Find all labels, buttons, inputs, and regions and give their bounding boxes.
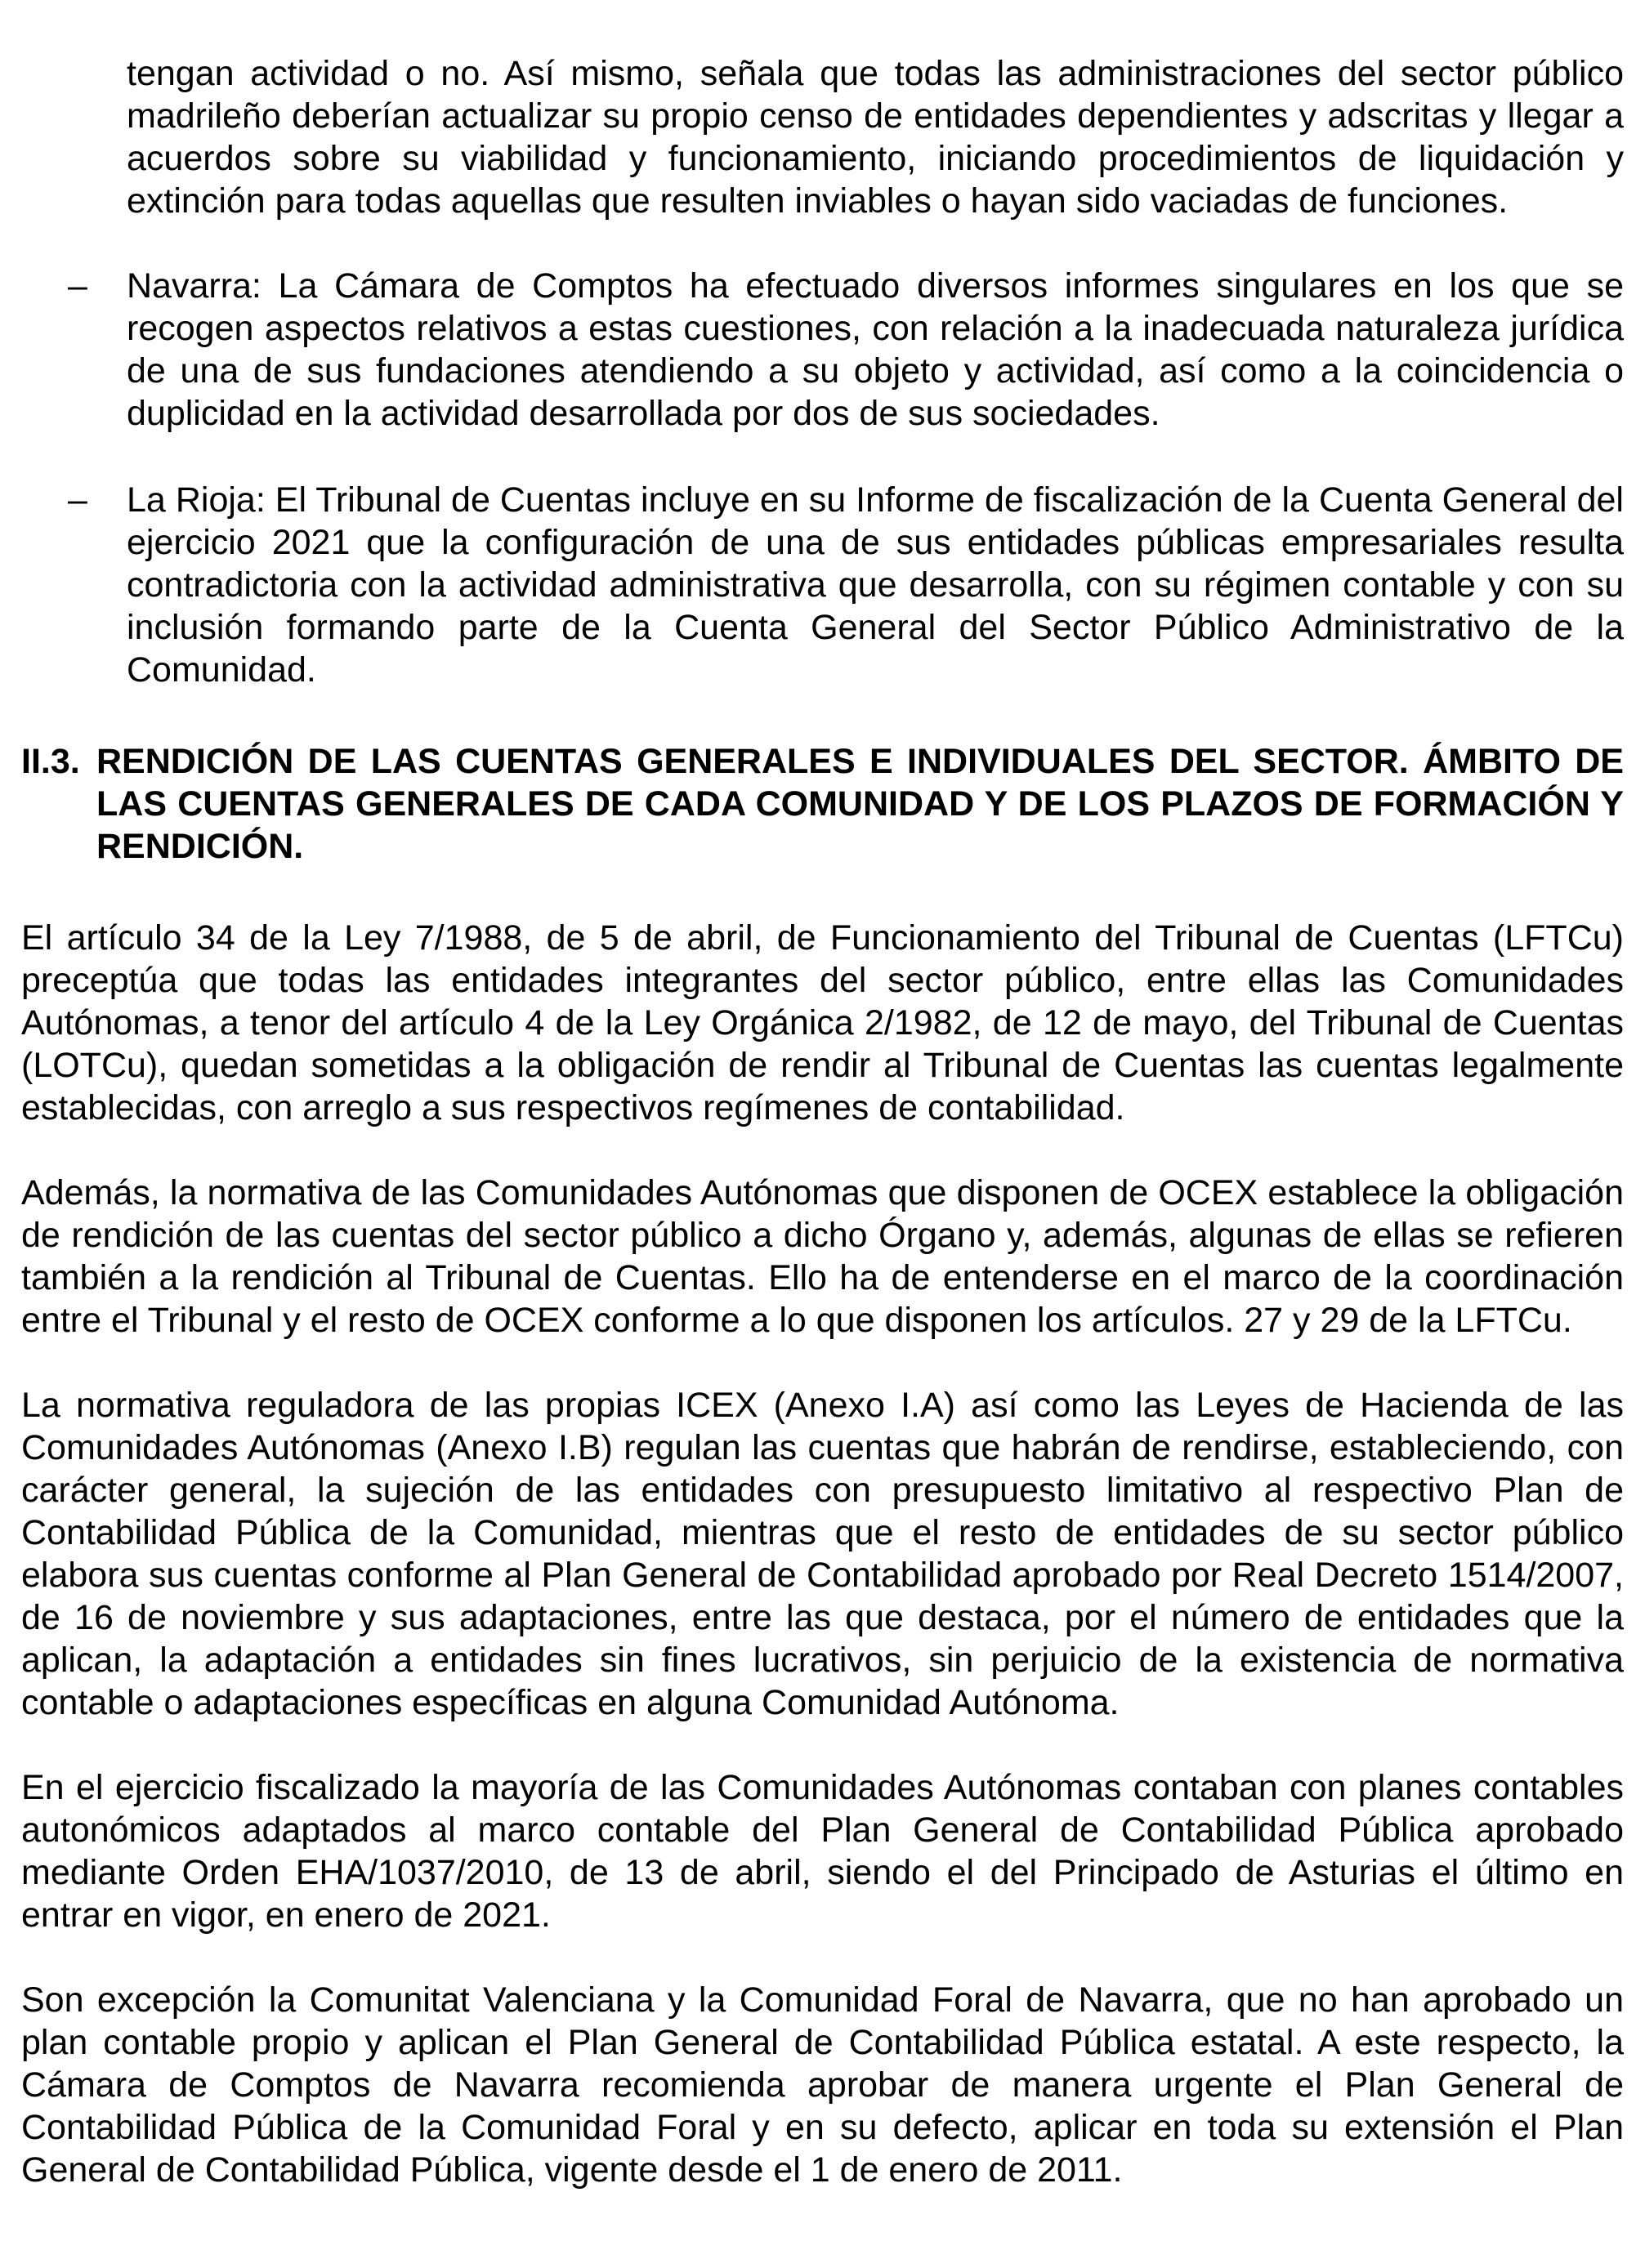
section-number: II.3.: [21, 742, 80, 781]
list-item-navarra: [21, 265, 1624, 435]
section-title: RENDICIÓN DE LAS CUENTAS GENERALES E INDIVIDUALES DEL SECTOR. ÁMBITO DE LAS CUENTAS GENERALES DE CADA COMUNIDAD Y DE LOS PLAZOS DE FORMACIÓN Y RENDICIÓN.: [96, 742, 1624, 866]
body-paragraph: Son excepción la Comunitat Valenciana y la Comunidad Foral de Navarra, que no han aprobado un plan contable propio y aplican el Plan General de Contabilidad Pública estatal. A este respecto, la Cámara de Comptos de Navarra recomienda aprobar de manera urgente el Plan General de Contabilidad Pública de la Comunidad Foral y en su defecto, aplicar en toda su extensión el Plan General de Contabilidad Pública, vigente desde el 1 de enero de 2011.: [21, 1980, 1624, 2190]
body-paragraph: El artículo 34 de la Ley 7/1988, de 5 de abril, de Funcionamiento del Tribunal de Cuentas (LFTCu) preceptúa que todas las entidades integrantes del sector público, entre ellas las Comunidades Autónomas, a tenor del artículo 4 de la Ley Orgánica 2/1982, de 12 de mayo, del Tribunal de Cuentas (LOTCu), quedan sometidas a la obligación de rendir al Tribunal de Cuentas las cuentas legalmente establecidas, con arreglo a sus respectivos regímenes de contabilidad.: [21, 918, 1624, 1127]
list-item-la-rioja: [21, 479, 1624, 691]
body-paragraph: Además, la normativa de las Comunidades Autónomas que disponen de OCEX establece la obligación de rendición de las cuentas del sector público a dicho Órgano y, además, algunas de ellas se refieren también a la rendición al Tribunal de Cuentas. Ello ha de entenderse en el marco de la coordinación entre el Tribunal y el resto de OCEX conforme a lo que disponen los artículos. 27 y 29 de la LFTCu.: [21, 1173, 1624, 1340]
list-item-text: La Rioja: El Tribunal de Cuentas incluye en su Informe de fiscalización de la Cuenta General del ejercicio 2021 que la configuración de una de sus entidades públicas empresariales resulta contradictoria con la actividad administrativa que desarrolla, con su régimen contable y con su inclusión formando parte de la Cuenta General del Sector Público Administrativo de la Comunidad.: [127, 480, 1624, 690]
document-page: [21, 52, 1624, 2234]
list-item-text: Navarra: La Cámara de Comptos ha efectuado diversos informes singulares en los que se recogen aspectos relativos a estas cuestiones, con relación a la inadecuada naturaleza jurídica de una de sus fundaciones atendiendo a su objeto y actividad, así como a la coincidencia o duplicidad en la actividad desarrollada por dos de sus sociedades.: [127, 266, 1624, 433]
section-heading: [21, 740, 1624, 868]
body-paragraph: La normativa reguladora de las propias ICEX (Anexo I.A) así como las Leyes de Hacienda de las Comunidades Autónomas (Anexo I.B) regulan las cuentas que habrán de rendirse, estableciendo, con carácter general, la sujeción de las entidades con presupuesto limitativo al respectivo Plan de Contabilidad Pública de la Comunidad, mientras que el resto de entidades de su sector público elabora sus cuentas conforme al Plan General de Contabilidad aprobado por Real Decreto 1514/2007, de 16 de noviembre y sus adaptaciones, entre las que destaca, por el número de entidades que la aplican, la adaptación a entidades sin fines lucrativos, sin perjuicio de la existencia de normativa contable o adaptaciones específicas en alguna Comunidad Autónoma.: [21, 1386, 1624, 1722]
body-paragraph: En el ejercicio fiscalizado la mayoría de las Comunidades Autónomas contaban con planes contables autonómicos adaptados al marco contable del Plan General de Contabilidad Pública aprobado mediante Orden EHA/1037/2010, de 13 de abril, siendo el del Principado de Asturias el último en entrar en vigor, en enero de 2021.: [21, 1768, 1624, 1935]
continuation-paragraph: tengan actividad o no. Así mismo, señala que todas las administraciones del sector público madrileño deberían actualizar su propio censo de entidades dependientes y adscritas y llegar a acuerdos sobre su viabilidad y funcionamiento, iniciando procedimientos de liquidación y extinción para todas aquellas que resulten inviables o hayan sido vaciadas de funciones.: [127, 54, 1624, 221]
dash-bullet: –: [68, 266, 87, 306]
dash-bullet: –: [68, 480, 87, 520]
